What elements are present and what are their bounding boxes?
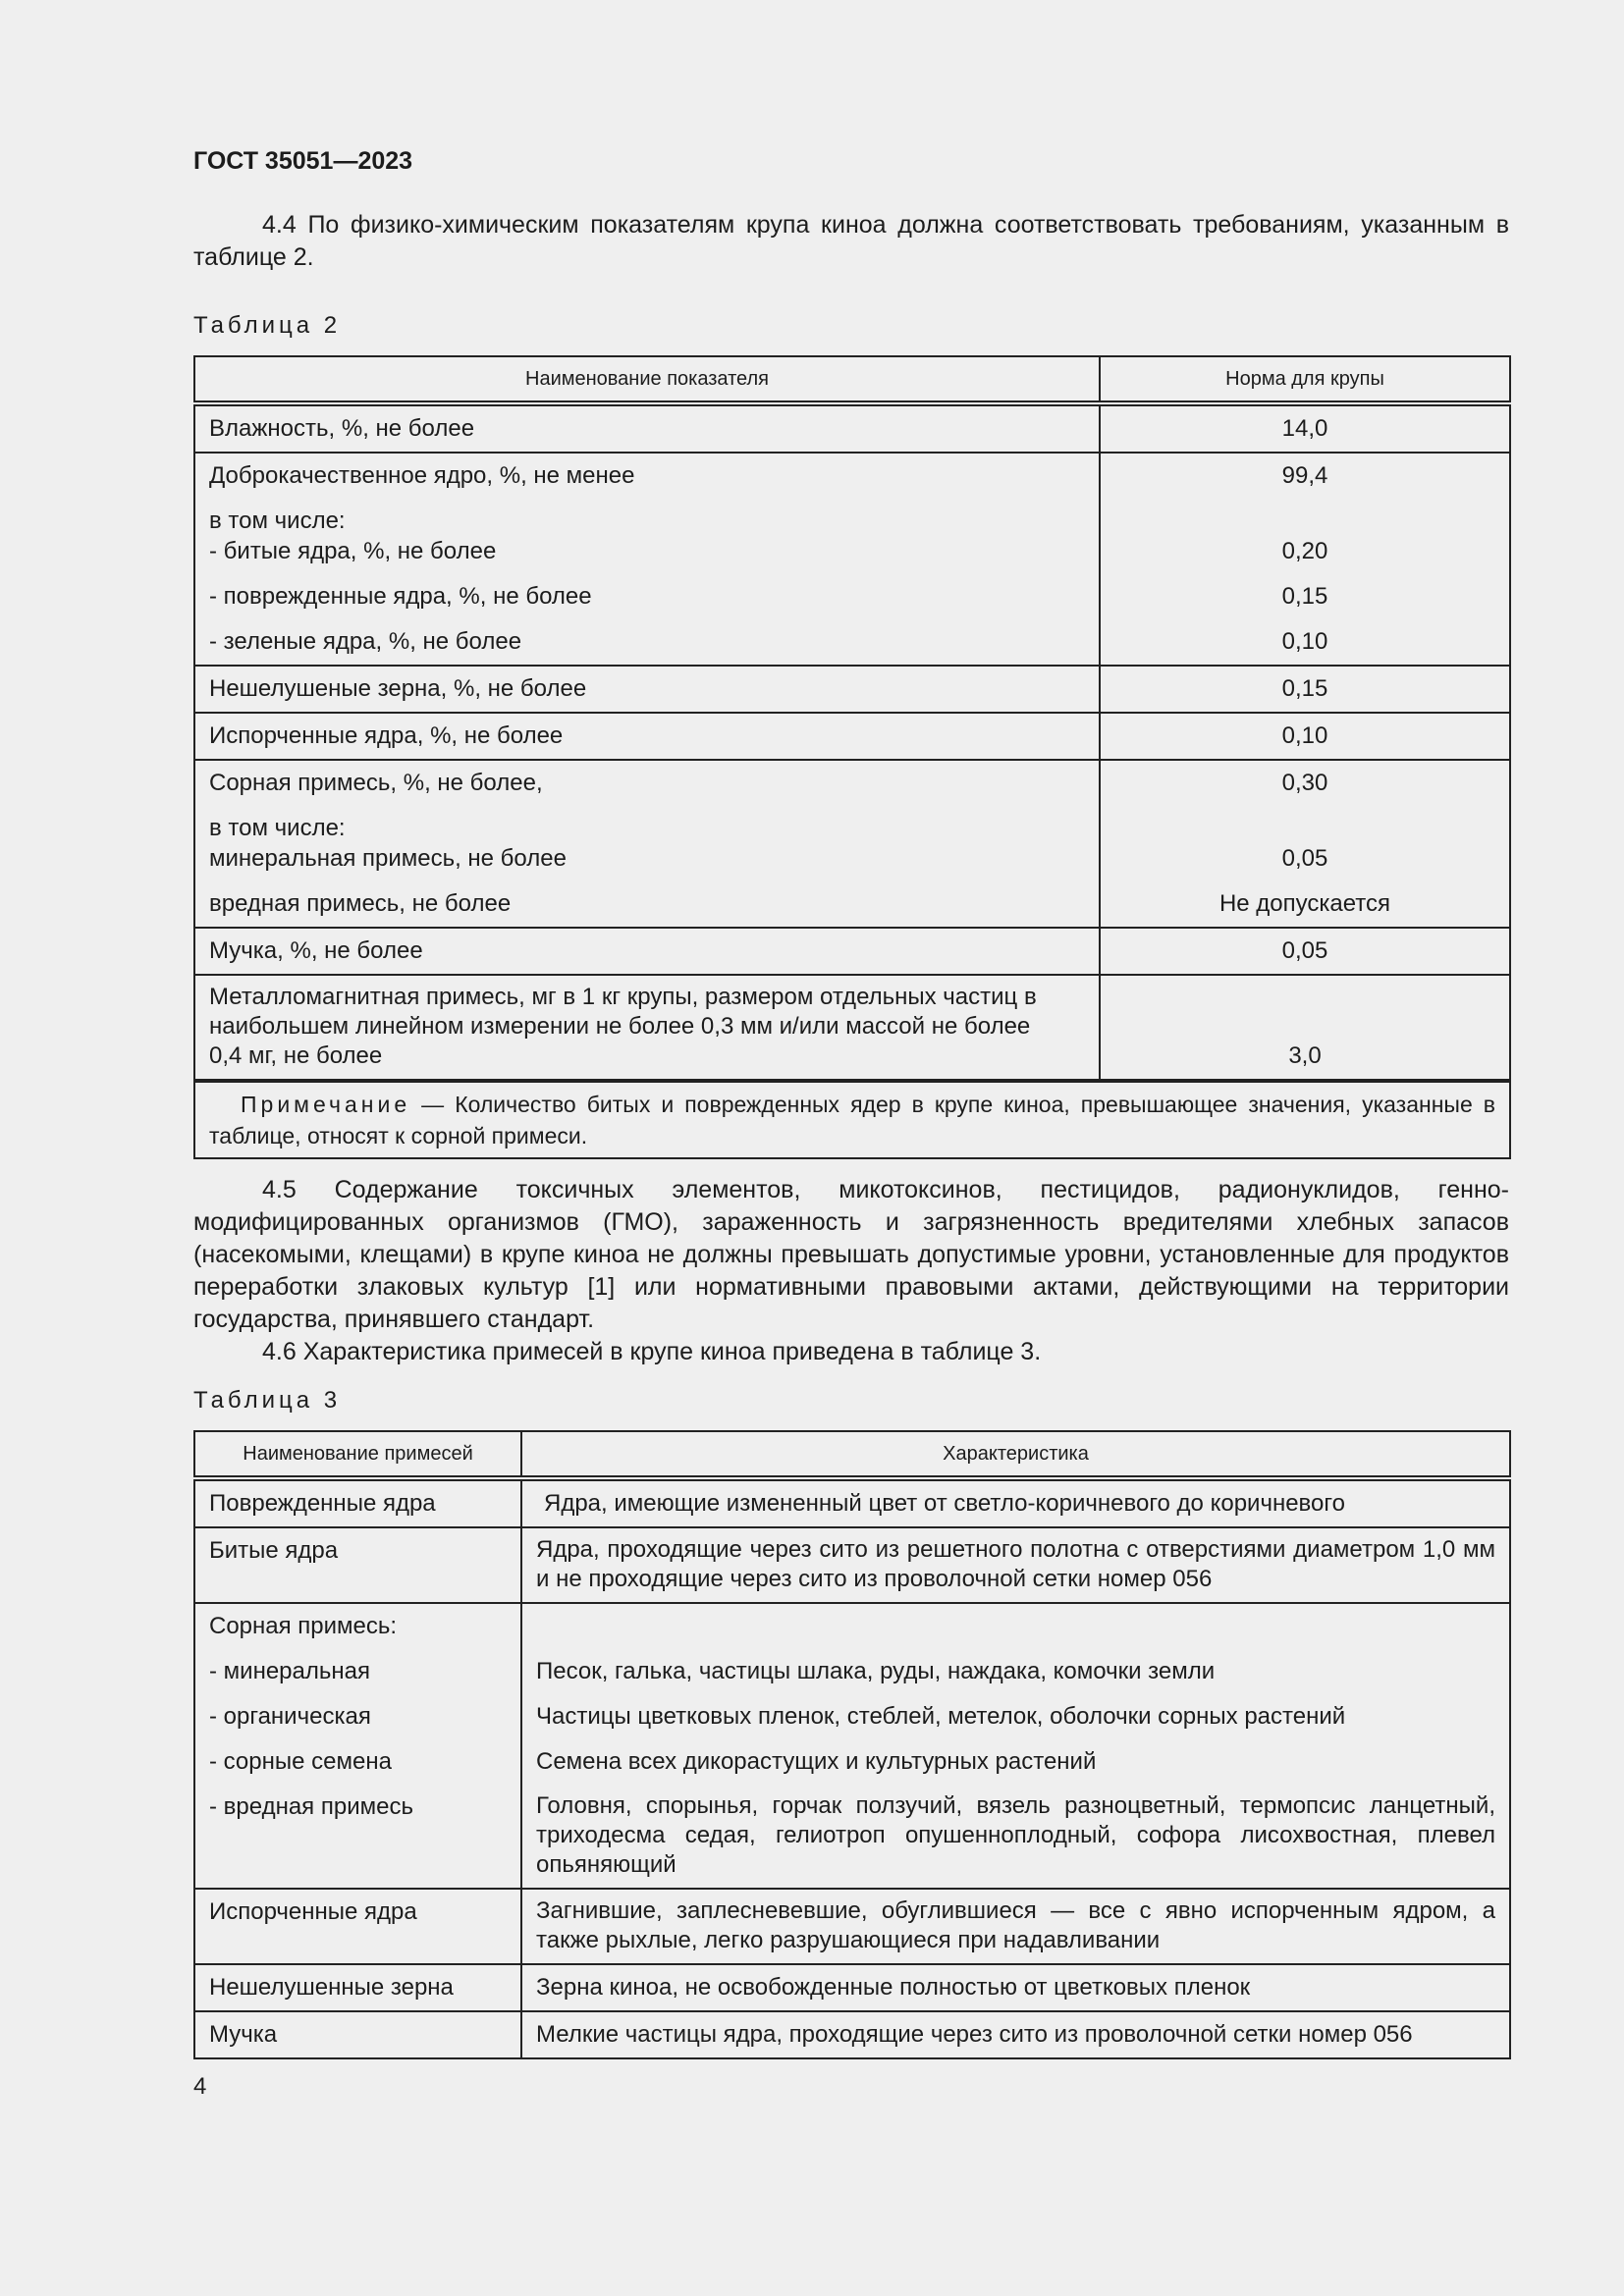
row-label: - зеленые ядра, %, не более — [209, 628, 522, 655]
row-label: - минеральная — [209, 1658, 370, 1684]
row-value: Не допускается — [1218, 890, 1391, 917]
row-description: Головня, спорынья, горчак ползучий, вязель разноцветный, термопсис ланцетный, триходесма седая, гелиотроп опушенноплодный, софора лисохвостная, плевел опьяняющий — [536, 1792, 1495, 1878]
table-2-note-row — [194, 1081, 1510, 1158]
row-description: Семена всех дикорастущих и культурных растений — [536, 1748, 1097, 1775]
table-3-header-desc: Характеристика — [521, 1431, 1510, 1478]
table-row — [194, 1527, 1510, 1603]
paragraph-4-4: 4.4 По физико-химическим показателям крупа киноа должна соответствовать требованиям, указанным в таблице 2. — [193, 211, 1509, 271]
row-label: наибольшем линейном измерении не более 0,3 мм и/или массой не более — [209, 1013, 1031, 1040]
table-3 — [193, 1430, 1511, 2059]
row-value: 0,05 — [1281, 845, 1328, 872]
table-2-caption: Таблица 2 — [193, 312, 342, 339]
table-row — [194, 1889, 1510, 1964]
row-label: вредная примесь, не более — [209, 890, 512, 917]
table-row — [194, 1603, 1510, 1889]
table-row — [194, 760, 1510, 928]
row-value: 14,0 — [1281, 415, 1328, 442]
table-2-header-name: Наименование показателя — [194, 356, 1100, 403]
row-description: Зерна киноа, не освобожденные полностью от цветковых пленок — [536, 1974, 1251, 2001]
table-row — [194, 403, 1510, 453]
row-value: 0,15 — [1281, 583, 1328, 610]
table-row — [194, 975, 1510, 1081]
row-label: Сорная примесь: — [209, 1613, 398, 1639]
row-label: - сорные семена — [209, 1748, 392, 1775]
table-2 — [193, 355, 1511, 1159]
paragraph-4-6: 4.6 Характеристика примесей в крупе киноа приведена в таблице 3. — [262, 1338, 1042, 1365]
row-description: Мелкие частицы ядра, проходящие через сито из проволочной сетки номер 056 — [536, 2021, 1413, 2048]
table-row — [194, 666, 1510, 713]
row-description: Частицы цветковых пленок, стеблей, метелок, оболочки сорных растений — [536, 1703, 1346, 1730]
row-label: 0,4 мг, не более — [209, 1042, 383, 1069]
row-value: 0,10 — [1281, 628, 1328, 655]
row-label: - поврежденные ядра, %, не более — [209, 583, 592, 610]
row-label: в том числе: — [209, 507, 346, 534]
row-label: Мучка — [209, 2021, 278, 2048]
row-value: 0,15 — [1281, 675, 1328, 702]
row-value: 99,4 — [1281, 462, 1328, 489]
note-text: — Количество битых и поврежденных ядер в крупе киноа, превышающее значения, указанные в таблице, относят к сорной примеси. — [209, 1092, 1495, 1148]
row-label: - органическая — [209, 1703, 371, 1730]
table-row — [194, 1964, 1510, 2011]
table-2-header-norm: Норма для крупы — [1100, 356, 1510, 403]
row-value: 0,20 — [1281, 538, 1328, 564]
row-value: 3,0 — [1288, 1042, 1322, 1069]
paragraph-4-5: 4.5 Содержание токсичных элементов, микотоксинов, пестицидов, радионуклидов, генно-модифицированных организмов (ГМО), зараженность и загрязненность вредителями хлебных запасов (насекомыми, клещами) в крупе киноа не должны превышать допустимые уровни, установленные для продуктов переработки злаковых культур [1] или нормативными правовыми актами, действующими на территории государства, принявшего стандарт. — [193, 1176, 1509, 1333]
row-value: 0,10 — [1281, 722, 1328, 749]
row-label: Испорченные ядра, %, не более — [209, 722, 564, 749]
document-header: ГОСТ 35051—2023 — [193, 147, 413, 175]
row-label: Нешелушенные зерна — [209, 1974, 454, 2001]
row-label: Нешелушеные зерна, %, не более — [209, 675, 587, 702]
row-label: Поврежденные ядра — [209, 1490, 436, 1517]
row-label: минеральная примесь, не более — [209, 845, 567, 872]
table-row — [194, 713, 1510, 760]
row-label: Мучка, %, не более — [209, 937, 423, 964]
table-row — [194, 928, 1510, 975]
row-label: Влажность, %, не более — [209, 415, 475, 442]
row-label: Металломагнитная примесь, мг в 1 кг крупы, размером отдельных частиц в — [209, 984, 1037, 1010]
row-label: Сорная примесь, %, не более, — [209, 770, 543, 796]
row-description: Песок, галька, частицы шлака, руды, наждака, комочки земли — [536, 1658, 1216, 1684]
note-label: Примечание — [241, 1092, 411, 1117]
row-value: 0,30 — [1281, 770, 1328, 796]
row-label: Испорченные ядра — [209, 1898, 417, 1925]
table-row — [194, 2011, 1510, 2058]
page-number: 4 — [193, 2073, 207, 2100]
table-row — [194, 453, 1510, 666]
table-3-header-name: Наименование примесей — [194, 1431, 521, 1478]
row-value: 0,05 — [1281, 937, 1328, 964]
table-2-note — [194, 1081, 1510, 1158]
row-description: Ядра, имеющие измененный цвет от светло-коричневого до коричневого — [544, 1490, 1345, 1517]
table-2-header-row — [194, 356, 1510, 403]
row-label: в том числе: — [209, 815, 346, 841]
table-3-caption: Таблица 3 — [193, 1387, 342, 1414]
row-label: Битые ядра — [209, 1537, 339, 1564]
row-label: - битые ядра, %, не более — [209, 538, 497, 564]
row-label: Доброкачественное ядро, %, не менее — [209, 462, 635, 489]
row-description: Загнившие, заплесневевшие, обуглившиеся — все с явно испорченным ядром, а также рыхлые, легко разрушающиеся при надавливании — [536, 1897, 1495, 1953]
table-row — [194, 1478, 1510, 1527]
table-3-header-row — [194, 1431, 1510, 1478]
row-description: Ядра, проходящие через сито из решетного полотна с отверстиями диаметром 1,0 мм и не проходящие через сито из проволочной сетки номер 056 — [536, 1536, 1495, 1592]
row-label: - вредная примесь — [209, 1793, 413, 1820]
